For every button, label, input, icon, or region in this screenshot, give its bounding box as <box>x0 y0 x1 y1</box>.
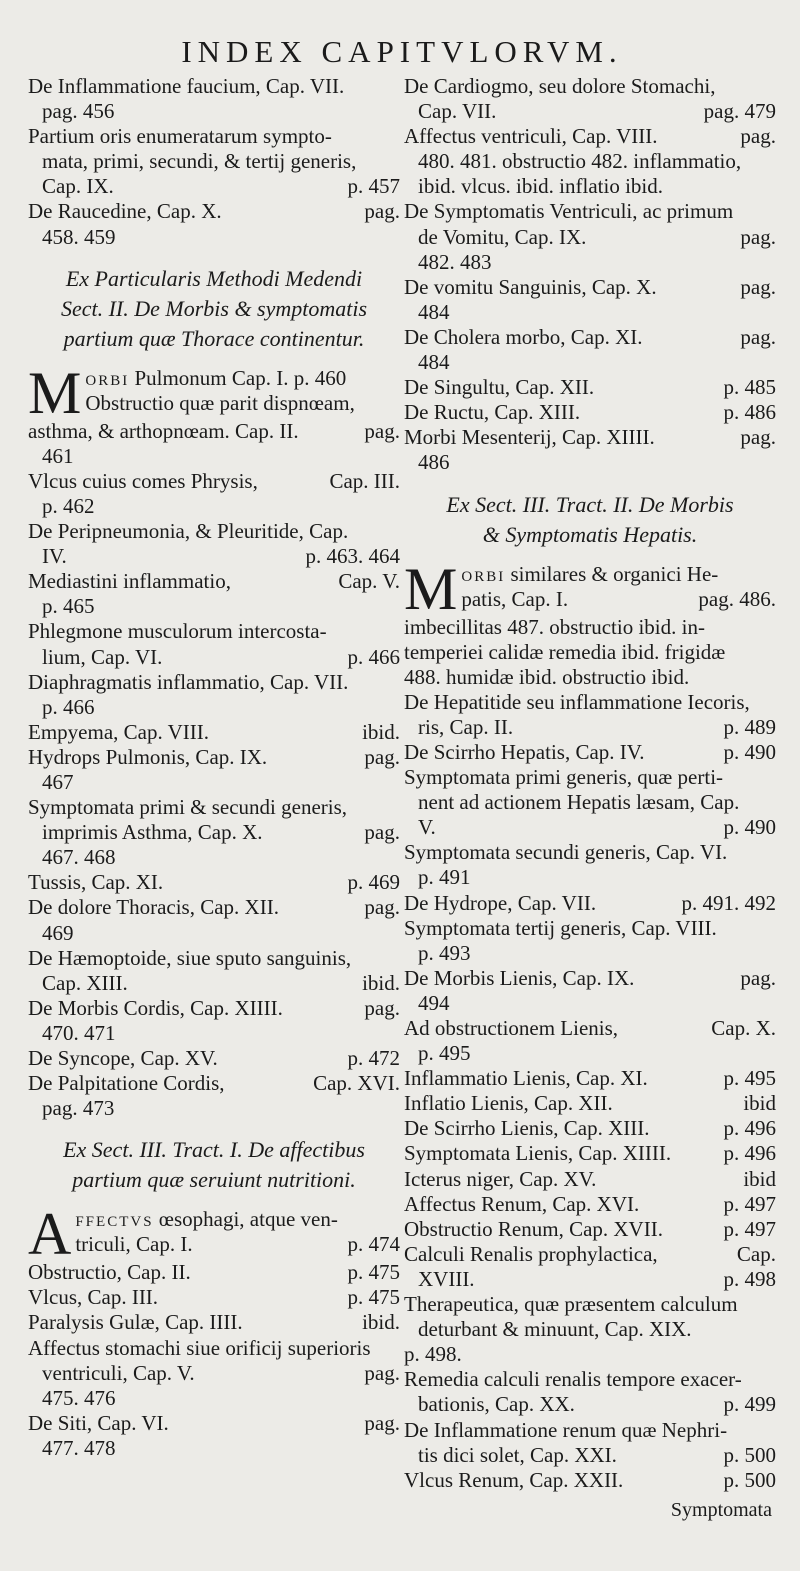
page-ref: pag. <box>364 1410 400 1435</box>
page-ref: pag. <box>364 820 400 845</box>
index-entry: De Peripneumonia, & Pleuritide, Cap. <box>28 519 349 544</box>
drop-cap: M <box>404 555 458 622</box>
page-ref: p. 486 <box>723 400 776 425</box>
page-ref: p. 469 <box>347 870 400 895</box>
index-entry-cont: deturbant & minuunt, Cap. XIX. <box>418 1317 692 1342</box>
page-ref: p. 497 <box>723 1191 776 1216</box>
page-ref: pag. 473 <box>42 1096 115 1121</box>
index-entry-cont: V. p. 490 <box>418 815 776 840</box>
page-ref: ibid. <box>362 970 400 995</box>
drop-cap: M <box>28 359 82 426</box>
index-entry: Empyema, Cap. VIII. ibid. <box>28 719 400 744</box>
page-ref: 484 <box>418 299 450 324</box>
page-ref: pag. <box>740 324 776 349</box>
drop-cap-entry: M orbi Pulmonum Cap. I. p. 460 Obstructio quæ parit dispnœam, <box>28 359 355 426</box>
index-entry: Therapeutica, quæ præsentem calculum <box>404 1292 738 1317</box>
index-entry: De Scirrho Hepatis, Cap. IV. p. 490 <box>404 739 776 764</box>
page-ref: p. 491 <box>418 865 471 890</box>
page-ref: p. 457 <box>347 174 400 199</box>
index-entry: De Ructu, Cap. XIII. p. 486 <box>404 400 776 425</box>
page-ref: pag. <box>364 1360 400 1385</box>
index-entry-cont: ventriculi, Cap. V. pag. <box>42 1360 400 1385</box>
index-entry-cont: tis dici solet, Cap. XXI. p. 500 <box>418 1442 776 1467</box>
page-ref: ibid <box>743 1091 776 1116</box>
index-entry-cont: imprimis Asthma, Cap. X. pag. <box>42 820 400 845</box>
page-ref: 477. 478 <box>42 1435 116 1460</box>
index-entry: Inflammatio Lienis, Cap. XI. p. 495 <box>404 1066 776 1091</box>
index-entry: De Raucedine, Cap. X. pag. <box>28 199 400 224</box>
index-entry: De vomitu Sanguinis, Cap. X. pag. <box>404 274 776 299</box>
page-ref: p. 493 <box>418 940 471 965</box>
page-ref: 461 <box>42 443 74 468</box>
page-ref: ibid <box>743 1166 776 1191</box>
page-ref: p. 462 <box>42 493 95 518</box>
page-header: INDEX CAPITVLORVM. <box>181 34 623 69</box>
index-entry: De dolore Thoracis, Cap. XII. pag. <box>28 895 400 920</box>
page-ref: 467 <box>42 769 74 794</box>
page-ref: p. 496 <box>723 1116 776 1141</box>
index-entry: Icterus niger, Cap. XV. ibid <box>404 1166 776 1191</box>
index-entry: Calculi Renalis prophylactica, Cap. <box>404 1241 776 1266</box>
page-ref: pag. 479 <box>703 99 776 124</box>
page-ref: pag. <box>364 199 400 224</box>
index-entry: De Morbis Cordis, Cap. XIIII. pag. <box>28 995 400 1020</box>
index-entry: Paralysis Gulæ, Cap. IIII. ibid. <box>28 1310 400 1335</box>
index-entry: De Inflammatione faucium, Cap. VII. <box>28 74 345 98</box>
page-ref: p. 495 <box>723 1066 776 1091</box>
page-ref: p. 499 <box>723 1392 776 1417</box>
page-ref: pag. <box>364 418 400 443</box>
drop-cap-entry: A ffectvs œsophagi, atque ven- triculi, Cap. I. p. 474 <box>28 1201 400 1268</box>
index-entry-cont: imbecillitas 487. obstructio ibid. in- <box>404 614 705 639</box>
index-entry: De Palpitatione Cordis, Cap. XVI. <box>28 1071 400 1096</box>
index-entry-cont: asthma, & arthopnœam. Cap. II. pag. <box>28 418 400 443</box>
left-column <box>28 74 400 1523</box>
page-ref: p. 490 <box>723 815 776 840</box>
index-entry: Affectus Renum, Cap. XVI. p. 497 <box>404 1191 776 1216</box>
page-ref: p. 489 <box>723 714 776 739</box>
page-ref: 467. 468 <box>42 845 116 870</box>
index-entry: De Symptomatis Ventriculi, ac primum <box>404 199 734 224</box>
page-ref: 486 <box>418 450 450 475</box>
page-ref: 469 <box>42 920 74 945</box>
index-entry-cont: IV. p. 463. 464 <box>42 544 400 569</box>
index-entry-cont: 488. humidæ ibid. obstructio ibid. <box>404 664 690 689</box>
page-ref: 482. 483 <box>418 249 492 274</box>
page-ref: p. 498. <box>404 1342 462 1367</box>
index-entry-cont: bationis, Cap. XX. p. 499 <box>418 1392 776 1417</box>
section-heading: Ex Sect. III. Tract. II. De Morbis & Symptomatis Hepatis. <box>446 491 734 547</box>
page-ref: p. 491. 492 <box>681 890 776 915</box>
page-ref: ibid. <box>362 719 400 744</box>
index-entry: De Cardiogmo, seu dolore Stomachi, <box>404 74 716 98</box>
index-entry: Obstructio, Cap. II. p. 475 <box>28 1260 400 1285</box>
index-entry: De Morbis Lienis, Cap. IX. pag. <box>404 965 776 990</box>
page-ref: pag. <box>740 965 776 990</box>
page-ref: 484 <box>418 350 450 375</box>
right-column <box>404 74 776 1523</box>
page-ref: pag. <box>364 995 400 1020</box>
index-entry: De Hepatitide seu inflammatione Iecoris, <box>404 689 750 714</box>
page-ref: 470. 471 <box>42 1020 116 1045</box>
page-ref: 494 <box>418 990 450 1015</box>
index-entry-cont: ibid. vlcus. ibid. inflatio ibid. <box>418 174 663 199</box>
page-ref: pag. <box>364 744 400 769</box>
page-ref: p. 497 <box>723 1216 776 1241</box>
index-entry: Mediastini inflammatio, Cap. V. <box>28 569 400 594</box>
index-entry: Affectus ventriculi, Cap. VIII. pag. <box>404 124 776 149</box>
page-ref: pag. <box>740 274 776 299</box>
page-ref: p. 475 <box>347 1285 400 1310</box>
page-ref: p. 490 <box>723 739 776 764</box>
index-entry: De Syncope, Cap. XV. p. 472 <box>28 1046 400 1070</box>
page-ref: 458. 459 <box>42 224 116 249</box>
section-heading: Ex Sect. III. Tract. I. De affectibus partium quæ seruiunt nutritioni. <box>63 1137 365 1193</box>
page-ref: pag. 486. <box>698 586 776 611</box>
index-entry: De Singultu, Cap. XII. p. 485 <box>404 375 776 400</box>
page-ref: p. 500 <box>723 1442 776 1467</box>
index-entry: Diaphragmatis inflammatio, Cap. VII. <box>28 669 349 694</box>
index-entry: Hydrops Pulmonis, Cap. IX. pag. <box>28 744 400 769</box>
index-entry: De Inflammatione renum quæ Nephri- <box>404 1417 728 1442</box>
page-ref: p. 485 <box>723 375 776 400</box>
index-entry-cont: mata, primi, secundi, & tertij generis, <box>42 149 357 174</box>
page-ref: 475. 476 <box>42 1385 116 1410</box>
index-entry: De Siti, Cap. VI. pag. <box>28 1410 400 1435</box>
index-entry-cont: Cap. VII. pag. 479 <box>418 99 776 124</box>
index-entry: Phlegmone musculorum intercosta- <box>28 619 327 644</box>
page-ref: p. 498 <box>723 1266 776 1291</box>
index-entry-cont: XVIII. p. 498 <box>418 1266 776 1291</box>
catchword: Symptomata <box>670 1498 772 1521</box>
page-ref: p. 472 <box>347 1046 400 1070</box>
index-entry: Symptomata primi generis, quæ perti- <box>404 765 724 790</box>
index-entry: Symptomata secundi generis, Cap. VI. <box>404 840 728 865</box>
page-ref: p. 466 <box>42 694 95 719</box>
page-ref: p. 463. 464 <box>305 544 400 569</box>
page-ref: pag. <box>740 425 776 450</box>
index-entry: Tussis, Cap. XI. p. 469 <box>28 870 400 895</box>
index-entry: De Cholera morbo, Cap. XI. pag. <box>404 324 776 349</box>
index-entry-cont: lium, Cap. VI. p. 466 <box>42 644 400 669</box>
index-entry: Vlcus Renum, Cap. XXII. p. 500 <box>404 1467 776 1492</box>
index-entry: Ad obstructionem Lienis, Cap. X. <box>404 1016 776 1040</box>
index-entry-cont: nent ad actionem Hepatis læsam, Cap. <box>418 790 740 815</box>
drop-cap: A <box>28 1201 72 1268</box>
page-ref: pag. <box>740 224 776 249</box>
index-entry-cont: temperiei calidæ remedia ibid. frigidæ <box>404 639 726 664</box>
page-ref: p. 466 <box>347 644 400 669</box>
page-ref: p. 496 <box>723 1141 776 1166</box>
section-heading: Ex Particularis Methodi Medendi Sect. II. De Morbis & symptomatis partium quæ Thorace continentur. <box>60 265 368 351</box>
index-entry-cont: Cap. IX. p. 457 <box>42 174 400 199</box>
page-ref: pag. <box>740 124 776 149</box>
index-entry: Vlcus cuius comes Phrysis, Cap. III. <box>28 468 400 493</box>
index-entry: Morbi Mesenterij, Cap. XIIII. pag. <box>404 425 776 450</box>
index-entry: De Scirrho Lienis, Cap. XIII. p. 496 <box>404 1116 776 1141</box>
index-entry: De Hæmoptoide, siue sputo sanguinis, <box>28 945 352 970</box>
index-entry: Remedia calculi renalis tempore exacer- <box>404 1367 742 1392</box>
index-entry-cont: Cap. XIII. ibid. <box>42 970 400 995</box>
index-entry-cont: 480. 481. obstructio 482. inflammatio, <box>418 149 742 174</box>
page-ref: pag. 456 <box>42 99 115 124</box>
index-entry: De Hydrope, Cap. VII. p. 491. 492 <box>404 890 776 915</box>
page-ref: p. 465 <box>42 594 95 619</box>
index-entry: Affectus stomachi siue orificij superioris <box>28 1335 371 1360</box>
page-ref: ibid. <box>362 1310 400 1335</box>
index-entry: Vlcus, Cap. III. p. 475 <box>28 1285 400 1310</box>
index-entry-cont: ris, Cap. II. p. 489 <box>418 714 776 739</box>
index-entry: Inflatio Lienis, Cap. XII. ibid <box>404 1091 776 1116</box>
page-ref: p. 495 <box>418 1041 471 1066</box>
index-entry: Partium oris enumeratarum sympto- <box>28 124 332 149</box>
page-ref: pag. <box>364 895 400 920</box>
page-ref: p. 475 <box>347 1260 400 1285</box>
page-ref: p. 500 <box>723 1467 776 1492</box>
index-entry: Symptomata tertij generis, Cap. VIII. <box>404 915 717 940</box>
index-entry: Symptomata Lienis, Cap. XIIII. p. 496 <box>404 1141 776 1166</box>
index-entry: Symptomata primi & secundi generis, <box>28 795 348 820</box>
index-entry: Obstructio Renum, Cap. XVII. p. 497 <box>404 1216 776 1241</box>
page-ref: p. 474 <box>347 1232 400 1257</box>
index-entry-cont: de Vomitu, Cap. IX. pag. <box>418 224 776 249</box>
drop-cap-entry: M orbi similares & organici He- patis, Cap. I. pag. 486. <box>404 555 776 622</box>
